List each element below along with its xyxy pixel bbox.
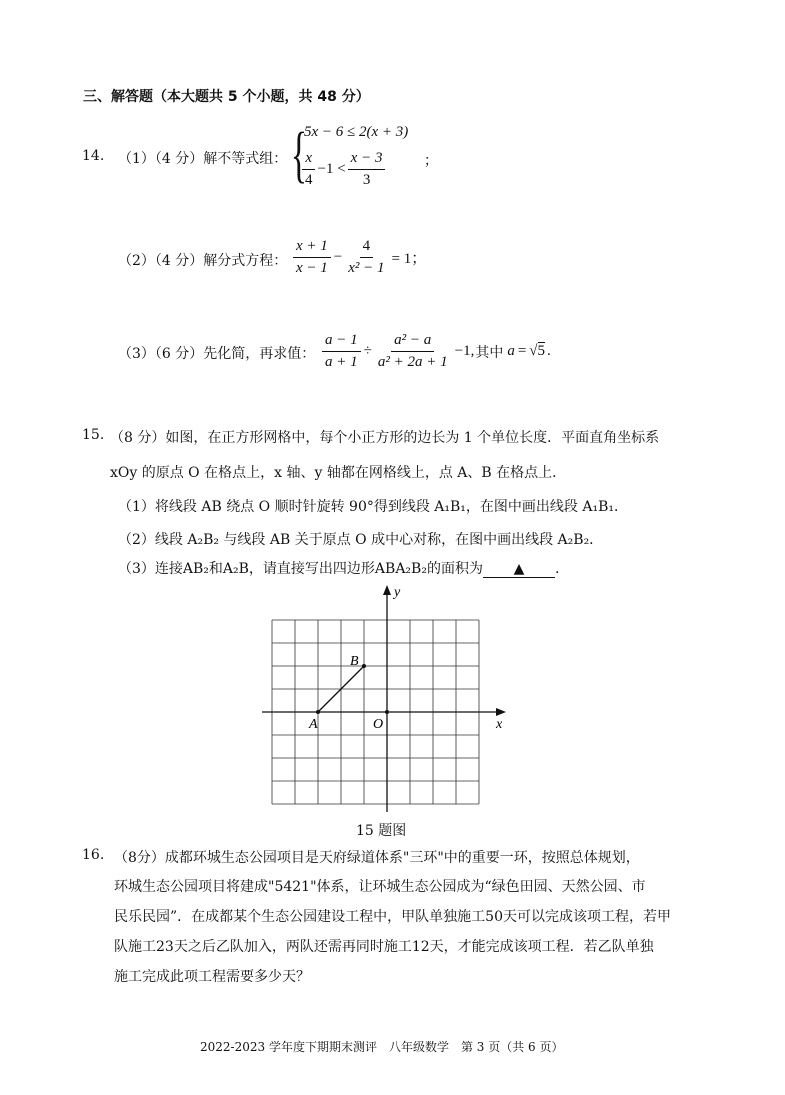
sqrt-symbol: √5 — [529, 343, 546, 359]
fraction: $\frac{x}{4}$ — [302, 150, 316, 189]
q14-part1-inequality1: 5x − 6 ≤ 2(x + 3) — [304, 124, 409, 140]
x-axis-label: x — [496, 717, 503, 732]
label-o: O — [373, 717, 384, 732]
fraction: $\frac{4}{\text{x² − 1}}$ — [348, 238, 385, 276]
q14-part1-inequality2: $\frac{x}{4}$ −1 < $\frac{x - 3}{3}$ — [302, 150, 385, 189]
point-a — [316, 710, 320, 714]
x-axis-arrow — [496, 708, 506, 716]
axes — [262, 585, 506, 812]
q14-part3-expression: $\frac{a - 1}{a + 1}$ ÷ $\frac{\text{a² − a}}{\text{a² + 2a + 1}}$ −1, 其中 a = √5 . — [322, 332, 551, 371]
q15-number: 15. — [82, 427, 105, 443]
q14-part1-label: （1）（4 分）解不等式组： — [118, 151, 288, 167]
fraction: $\frac{x + 1}{x - 1}$ — [293, 238, 331, 277]
q15-sub2: （2）线段 A₂B₂ 与线段 AB 关于原点 O 成中心对称，在图中画出线段 A₂B₂． — [118, 532, 604, 548]
fraction: $\frac{a - 1}{a + 1}$ — [322, 332, 361, 371]
q16-line3: 民乐民园”．在成都某个生态公园建设工程中，甲队单独施工50天可以完成该项工程，若甲 — [114, 909, 671, 925]
fraction: $\frac{x - 3}{3}$ — [348, 150, 386, 189]
q14-part2-label: （2）（4 分）解分式方程： — [118, 253, 288, 269]
q14-part3-label: （3）（6 分）先化简，再求值： — [118, 346, 316, 362]
answer-blank: ▲ — [483, 561, 555, 578]
coordinate-grid-figure — [262, 582, 522, 814]
y-axis-arrow — [383, 585, 391, 595]
page-footer: 2022-2023 学年度下期期末测评 八年级数学 第 3 页（共 6 页） — [200, 1040, 564, 1054]
q15-intro-line2: xOy 的原点 O 在格点上，x 轴、y 轴都在网格线上，点 A、B 在格点上． — [110, 465, 567, 481]
q16-line4: 队施工23天之后乙队加入，两队还需再同时施工12天，才能完成该项工程．若乙队单独 — [114, 939, 654, 955]
q16-line5: 施工完成此项工程需要多少天？ — [114, 969, 310, 985]
q15-intro-line1: （8 分）如图，在正方形网格中，每个小正方形的边长为 1 个单位长度．平面直角坐标系 — [110, 430, 660, 446]
system-brace: { — [290, 121, 308, 189]
figure-caption: 15 题图 — [356, 823, 407, 839]
origin-point — [385, 710, 389, 714]
label-b: B — [350, 654, 359, 669]
fraction: $\frac{\text{a² − a}}{\text{a² + 2a + 1}}$ — [377, 332, 448, 370]
y-axis-label: y — [394, 585, 401, 600]
label-a: A — [309, 717, 318, 732]
q16-number: 16. — [82, 847, 105, 863]
q14-number: 14. — [82, 148, 105, 164]
q16-line2: 环城生态公园项目将建成"5421"体系，让环城生态公园成为“绿色田园、天然公园、市 — [114, 879, 646, 895]
point-b — [362, 664, 366, 668]
q14-part2-equation: $\frac{x + 1}{x - 1}$ − $\frac{4}{\text{x² − 1}}$ = 1； — [293, 238, 426, 277]
q15-sub3: （3）连接AB₂和A₂B，请直接写出四边形ABA₂B₂的面积为 ▲ . — [118, 561, 560, 577]
section-title: 三、解答题（本大题共 5 个小题，共 48 分） — [83, 89, 370, 105]
q16-line1: （8分）成都环城生态公园项目是天府绿道体系"三环"中的重要一环，按照总体规划， — [114, 850, 640, 866]
q15-sub1: （1）将线段 AB 绕点 O 顺时针旋转 90°得到线段 A₁B₁，在图中画出线段 A₁B₁． — [118, 499, 628, 515]
q14-part1-end: ； — [424, 153, 438, 169]
